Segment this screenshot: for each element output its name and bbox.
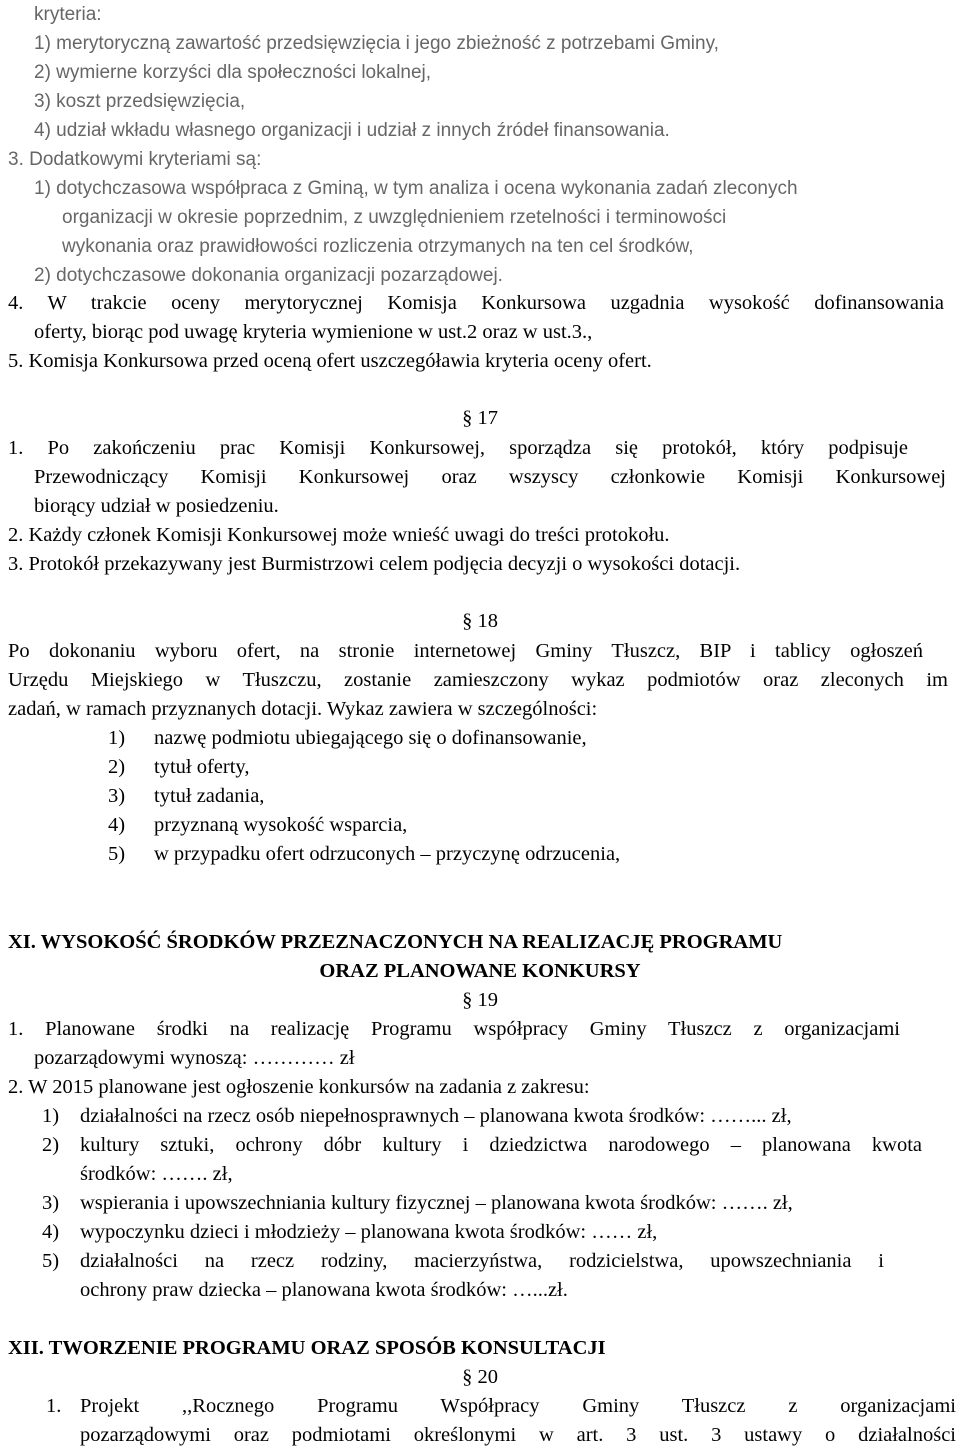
s19-p1-line-2: pozarządowymi wynoszą: ………… zł [34,1047,355,1069]
s19-list-item-3: 3) wspierania i upowszechniania kultury fizycznej – planowana kwota środków: ……. zł, [42,1192,793,1214]
paragraph-3-item-1-line-3: wykonania oraz prawidłowości rozliczenia otrzymanych na ten cel środków, [62,236,694,257]
s19-list-item-5-number: 5) [42,1250,60,1272]
s19-list-item-1: 1) działalności na rzecz osób niepełnosprawnych – planowana kwota środków: ……... zł, [42,1105,792,1127]
s17-p2: 2. Każdy członek Komisji Konkursowej może wnieść uwagi do treści protokołu. [8,524,670,546]
paragraph-3-item-1-line-2: organizacji w okresie poprzednim, z uwzględnieniem rzetelności i terminowości [62,207,727,228]
criterion-4: 4) udział wkładu własnego organizacji i udział z innych źródeł finansowania. [34,120,670,141]
chapter-xi-heading-line-2: ORAZ PLANOWANE KONKURSY [319,960,641,982]
paragraph-3-item-2: 2) dotychczasowe dokonania organizacji pozarządowej. [34,265,503,286]
s19-list-item-5-line-1: działalności na rzecz rodziny, macierzyństwa, rodzicielstwa, upowszechniania i [80,1250,884,1272]
s19-p2: 2. W 2015 planowane jest ogłoszenie konkursów na zadania z zakresu: [8,1076,590,1098]
section-17-heading: § 17 [0,404,960,433]
s19-list-item-2-line-1: kultury sztuki, ochrony dóbr kultury i dziedzictwa narodowego – planowana kwota [80,1134,922,1156]
criterion-1: 1) merytoryczną zawartość przedsięwzięcia i jego zbieżność z potrzebami Gminy, [34,33,719,54]
section-18-heading: § 18 [0,607,960,636]
paragraph-5: 5. Komisja Konkursowa przed oceną ofert uszczegóławia kryteria oceny ofert. [8,350,652,372]
s18-list-item: 5) w przypadku ofert odrzuconych – przyczynę odrzucenia, [108,843,621,865]
s20-p1-line-2: pozarządowymi oraz podmiotami określonymi w art. 3 ust. 3 ustawy o działalności [80,1424,956,1446]
s18-list-item: 2) tytuł oferty, [108,756,250,778]
s19-p1-line-1: 1. Planowane środki na realizację Programu współpracy Gminy Tłuszcz z organizacjami [8,1018,900,1040]
s20-p1-number: 1. [46,1395,62,1417]
paragraph-4-line-2: oferty, biorąc pod uwagę kryteria wymienione w ust.2 oraz w ust.3., [34,321,593,343]
s18-list-item: 3) tytuł zadania, [108,785,265,807]
criteria-label: kryteria: [34,4,102,25]
paragraph-3-item-1-line-1: 1) dotychczasowa współpraca z Gminą, w tym analiza i ocena wykonania zadań zleconych [34,178,798,199]
section-20-heading: § 20 [0,1363,960,1392]
s18-list-item: 4) przyznaną wysokość wsparcia, [108,814,408,836]
s20-p1-line-1: Projekt ,,Rocznego Programu Współpracy Gminy Tłuszcz z organizacjami [80,1395,956,1417]
chapter-xi-heading-line-1: XI. WYSOKOŚĆ ŚRODKÓW PRZEZNACZONYCH NA REALIZACJĘ PROGRAMU [8,931,783,953]
chapter-xii-heading: XII. TWORZENIE PROGRAMU ORAZ SPOSÓB KONSULTACJI [8,1337,606,1359]
s19-list-item-2-line-2: środków: ……. zł, [80,1163,233,1185]
s17-p1-line-2: Przewodniczący Komisji Konkursowej oraz wszyscy członkowie Komisji Konkursowej [34,466,946,488]
criterion-2: 2) wymierne korzyści dla społeczności lokalnej, [34,62,432,83]
criterion-3: 3) koszt przedsięwzięcia, [34,91,246,112]
s19-list-item-2-number: 2) [42,1134,60,1156]
section-19-heading: § 19 [0,986,960,1015]
s19-list-item-5-line-2: ochrony praw dziecka – planowana kwota środków: …...zł. [80,1279,568,1301]
s17-p1-line-3: biorący udział w posiedzeniu. [34,495,279,517]
s18-list-item: 1) nazwę podmiotu ubiegającego się o dofinansowanie, [108,727,587,749]
paragraph-3: 3. Dodatkowymi kryteriami są: [8,149,262,170]
s18-line-2: Urzędu Miejskiego w Tłuszczu, zostanie zamieszczony wykaz podmiotów oraz zleconych im [8,669,948,691]
s19-list-item-4: 4) wypoczynku dzieci i młodzieży – planowana kwota środków: …… zł, [42,1221,658,1243]
s17-p3: 3. Protokół przekazywany jest Burmistrzowi celem podjęcia decyzji o wysokości dotacji. [8,553,741,575]
s18-line-1: Po dokonaniu wyboru ofert, na stronie internetowej Gminy Tłuszcz, BIP i tablicy ogłoszeń [8,640,923,662]
s18-line-3: zadań, w ramach przyznanych dotacji. Wykaz zawiera w szczególności: [8,698,598,720]
paragraph-4-line-1: 4. W trakcie oceny merytorycznej Komisja Konkursowa uzgadnia wysokość dofinansowania [8,292,944,314]
s17-p1-line-1: 1. Po zakończeniu prac Komisji Konkursowej, sporządza się protokół, który podpisuje [8,437,908,459]
